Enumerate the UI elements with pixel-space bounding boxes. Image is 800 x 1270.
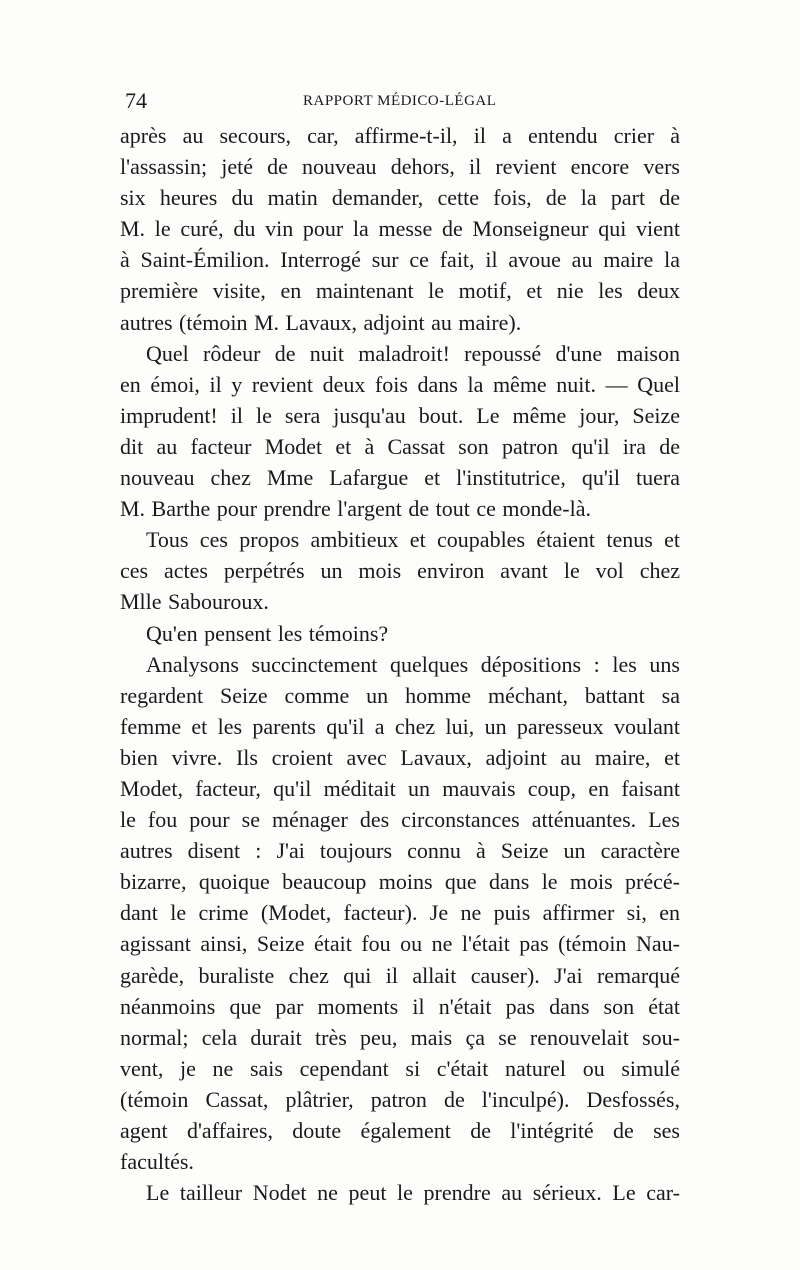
text-line: après au secours, car, affirme-t-il, il a entendu crier à (120, 123, 680, 148)
text-line: (témoin Cassat, plâtrier, patron de l'inculpé). Desfossés, (120, 1086, 680, 1112)
text-line: l'assassin; jeté de nouveau dehors, il revient encore vers (120, 154, 680, 180)
text-line: première visite, en maintenant le motif, et nie les deux (120, 278, 680, 304)
text-line: vent, je ne sais cependant si c'était naturel ou simulé (120, 1055, 680, 1081)
running-head (125, 88, 680, 118)
paragraph-start-line: Tous ces propos ambitieux et coupables étaient tenus et (146, 527, 680, 553)
text-line: M. le curé, du vin pour la messe de Monseigneur qui vient (120, 216, 680, 242)
text-line: M. Barthe pour prendre l'argent de tout ce monde-là. (120, 496, 591, 522)
text-line: le fou pour se ménager des circonstances atténuantes. Les (120, 807, 680, 833)
text-line: facultés. (120, 1149, 194, 1175)
paragraph-start-line: Quel rôdeur de nuit maladroit! repoussé d'une maison (146, 340, 680, 366)
text-line: agent d'affaires, doute également de l'intégrité de ses (120, 1118, 680, 1143)
text-line: femme et les parents qu'il a chez lui, un paresseux voulant (120, 713, 680, 739)
text-line: garède, buraliste chez qui il allait causer). J'ai remarqué (120, 962, 680, 988)
text-line: Modet, facteur, qu'il méditait un mauvais coup, en faisant (120, 775, 680, 801)
text-line: regardent Seize comme un homme méchant, battant sa (120, 682, 680, 708)
text-line: nouveau chez Mme Lafargue et l'institutrice, qu'il tuera (120, 465, 680, 491)
text-line: néanmoins que par moments il n'était pas dans son état (120, 993, 680, 1019)
text-line: bien vivre. Ils croient avec Lavaux, adjoint au maire, et (120, 744, 680, 770)
text-line: à Saint-Émilion. Interrogé sur ce fait, il avoue au maire la (120, 247, 680, 273)
body-text (120, 120, 680, 1208)
text-line: six heures du matin demander, cette fois, de la part de (120, 185, 680, 211)
text-line: Mlle Sabouroux. (120, 589, 269, 615)
text-line: agissant ainsi, Seize était fou ou ne l'était pas (témoin Nau- (120, 931, 680, 957)
paragraph-start-line: Le tailleur Nodet ne peut le prendre au sérieux. Le car- (146, 1180, 680, 1206)
text-line: imprudent! il le sera jusqu'au bout. Le même jour, Seize (120, 402, 680, 428)
text-line: bizarre, quoique beaucoup moins que dans le mois précé- (120, 869, 680, 895)
running-title: RAPPORT MÉDICO-LÉGAL (303, 93, 497, 109)
paragraph-start-line: Qu'en pensent les témoins? (146, 620, 389, 646)
text-line: autres (témoin M. Lavaux, adjoint au maire). (120, 309, 522, 335)
text-line: ces actes perpétrés un mois environ avant le vol chez (120, 558, 680, 584)
text-line: en émoi, il y revient deux fois dans la même nuit. — Quel (120, 371, 680, 397)
text-line: dit au facteur Modet et à Cassat son patron qu'il ira de (120, 433, 680, 459)
paragraph-start-line: Analysons succinctement quelques dépositions : les uns (146, 651, 680, 677)
text-line: dant le crime (Modet, facteur). Je ne puis affirmer si, en (120, 900, 680, 926)
text-line: normal; cela durait très peu, mais ça se renouvelait sou- (120, 1024, 680, 1050)
page-number: 74 (125, 88, 147, 113)
text-line: autres disent : J'ai toujours connu à Seize un caractère (120, 838, 680, 864)
